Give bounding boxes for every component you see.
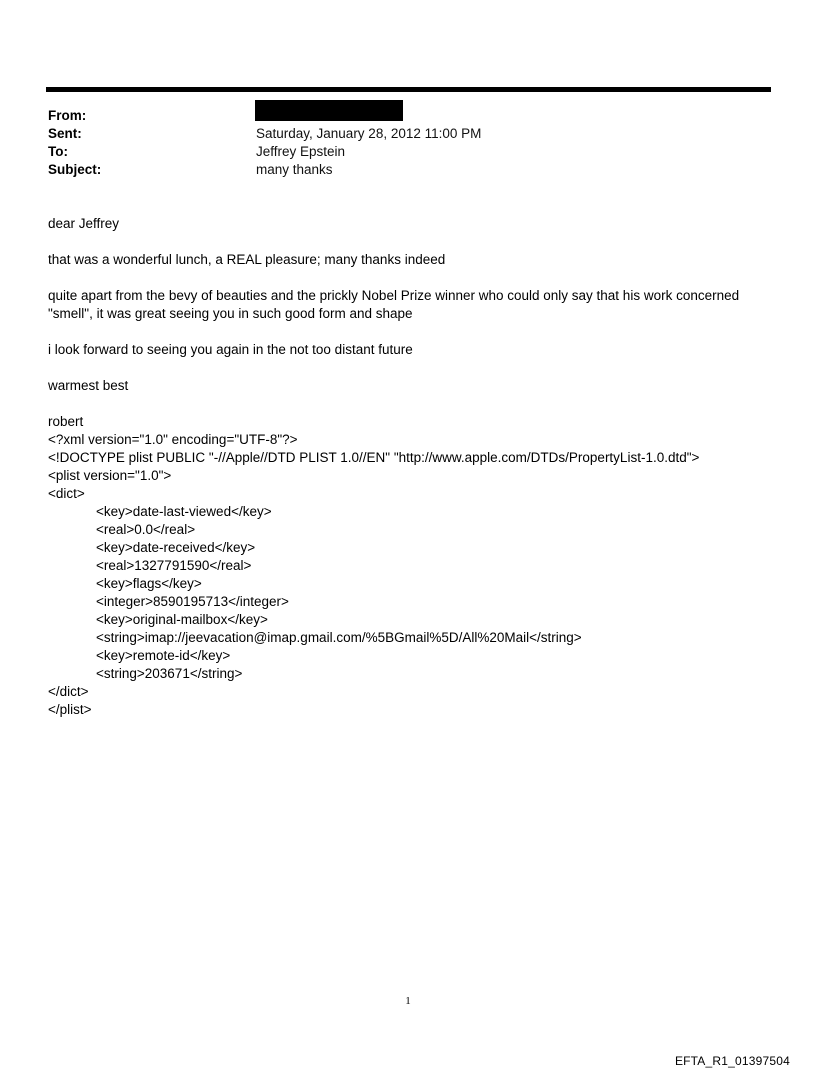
redaction-box	[255, 100, 403, 121]
subject-row	[48, 161, 768, 179]
closing: warmest best	[48, 378, 129, 393]
plist-entry: <real>1327791590</real>	[96, 558, 252, 573]
page-number: 1	[405, 995, 411, 1007]
subject-label: Subject:	[48, 162, 102, 177]
plist-entry: <real>0.0</real>	[96, 522, 196, 537]
sent-value: Saturday, January 28, 2012 11:00 PM	[256, 126, 482, 141]
signature: robert	[48, 414, 84, 429]
plist-entry: <key>flags</key>	[96, 576, 202, 591]
body-paragraph: quite apart from the bevy of beauties and the prickly Nobel Prize winner who could only say that his work concerned "smell", it was great seeing you in such good form and shape	[48, 288, 743, 321]
to-row	[48, 143, 768, 161]
plist-entry: <key>date-received</key>	[96, 540, 256, 555]
dict-close: </dict>	[48, 684, 89, 699]
subject-value: many thanks	[256, 162, 333, 177]
to-label: To:	[48, 144, 68, 159]
top-rule	[46, 87, 771, 92]
email-body	[48, 215, 768, 719]
plist-close: </plist>	[48, 702, 92, 717]
plist-entry: <integer>8590195713</integer>	[96, 594, 289, 609]
plist-entry: <key>date-last-viewed</key>	[96, 504, 272, 519]
document-id: EFTA_R1_01397504	[674, 1054, 790, 1068]
plist-entry: <key>remote-id</key>	[96, 648, 231, 663]
plist-entry: <string>203671</string>	[96, 666, 243, 681]
from-label: From:	[48, 108, 87, 123]
to-value: Jeffrey Epstein	[256, 144, 346, 159]
dict-open: <dict>	[48, 486, 85, 501]
plist-entry: <string>imap://jeevacation@imap.gmail.com/%5BGmail%5D/All%20Mail</string>	[96, 630, 582, 645]
sent-label: Sent:	[48, 126, 82, 141]
plist-open: <plist version="1.0">	[48, 468, 172, 483]
from-row	[48, 107, 768, 125]
plist-entry: <key>original-mailbox</key>	[96, 612, 268, 627]
email-header	[48, 107, 768, 179]
body-paragraph: that was a wonderful lunch, a REAL pleasure; many thanks indeed	[48, 252, 446, 267]
xml-declaration: <?xml version="1.0" encoding="UTF-8"?>	[48, 432, 298, 447]
greeting: dear Jeffrey	[48, 216, 120, 231]
doctype-line: <!DOCTYPE plist PUBLIC "-//Apple//DTD PLIST 1.0//EN" "http://www.apple.com/DTDs/PropertyList-1.0.dtd">	[48, 450, 700, 465]
body-paragraph: i look forward to seeing you again in the not too distant future	[48, 342, 413, 357]
sent-row	[48, 125, 768, 143]
plist-block	[48, 431, 768, 719]
